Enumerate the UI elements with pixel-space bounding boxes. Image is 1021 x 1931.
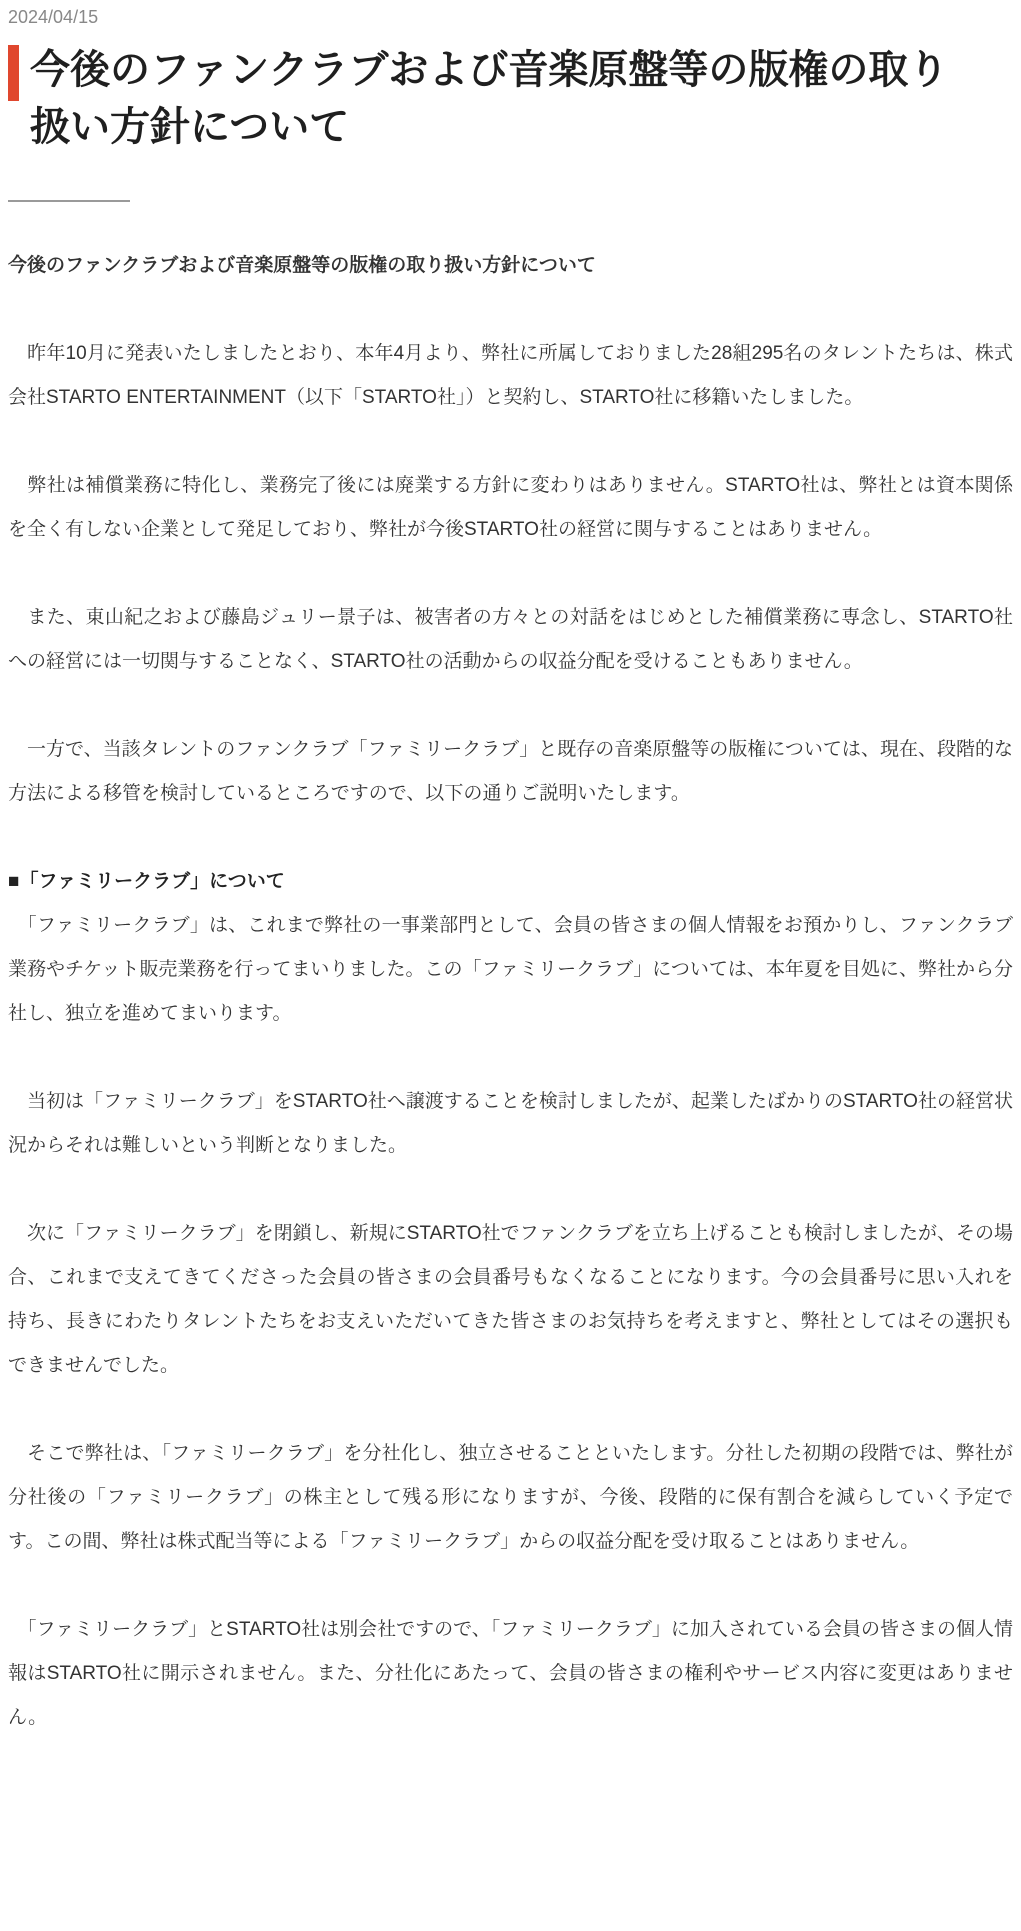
divider-line bbox=[8, 200, 130, 202]
page-title-text: 今後のファンクラブおよび音楽原盤等の版権の取り扱い方針について bbox=[30, 48, 949, 149]
intro-paragraph-1: 昨年10月に発表いたしましたとおり、本年4月より、弊社に所属しておりました28組295名のタレントたちは、株式会社STARTO ENTERTAINMENT（以下「STARTO社」）と契約し、STARTO社に移籍いたしました。 bbox=[8, 343, 1013, 408]
section-paragraph-5: 「ファミリークラブ」とSTARTO社は別会社ですので、「ファミリークラブ」に加入されている会員の皆さまの個人情報はSTARTO社に開示されません。また、分社化にあたって、会員の皆さまの権利やサービス内容に変更はありません。 bbox=[8, 1619, 1013, 1728]
intro-paragraph-4: 一方で、当該タレントのファンクラブ「ファミリークラブ」と既存の音楽原盤等の版権については、現在、段階的な方法による移管を検討しているところですので、以下の通りご説明いたします。 bbox=[8, 739, 1013, 804]
title-accent-bar bbox=[8, 45, 19, 101]
section-paragraph-3: 次に「ファミリークラブ」を閉鎖し、新規にSTARTO社でファンクラブを立ち上げることも検討しましたが、その場合、これまで支えてきてくださった会員の皆さまの会員番号もなくなることになります。今の会員番号に思い入れを持ち、長きにわたりタレントたちをお支えいただいてきた皆さまのお気持ちを考えますと、弊社としてはその選択もできませんでした。 bbox=[8, 1223, 1013, 1376]
intro-paragraph-2: 弊社は補償業務に特化し、業務完了後には廃業する方針に変わりはありません。STARTO社は、弊社とは資本関係を全く有しない企業として発足しており、弊社が今後STARTO社の経営に関与することはありません。 bbox=[8, 475, 1013, 540]
lead-title: 今後のファンクラブおよび音楽原盤等の版権の取り扱い方針について bbox=[8, 255, 596, 276]
intro-paragraph-3: また、東山紀之および藤島ジュリー景子は、被害者の方々との対話をはじめとした補償業務に専念し、STARTO社への経営には一切関与することなく、STARTO社の活動からの収益分配を受けることもありません。 bbox=[8, 607, 1013, 672]
section-paragraph-4: そこで弊社は、「ファミリークラブ」を分社化し、独立させることといたします。分社した初期の段階では、弊社が分社後の「ファミリークラブ」の株主として残る形になりますが、今後、段階的に保有割合を減らしていく予定です。この間、弊社は株式配当等による「ファミリークラブ」からの収益分配を受け取ることはありません。 bbox=[8, 1443, 1013, 1552]
page-title bbox=[8, 42, 968, 156]
section-paragraph-1: 「ファミリークラブ」は、これまで弊社の一事業部門として、会員の皆さまの個人情報をお預かりし、ファンクラブ業務やチケット販売業務を行ってまいりました。この「ファミリークラブ」については、本年夏を目処に、弊社から分社し、独立を進めてまいります。 bbox=[8, 915, 1013, 1024]
section-paragraph-2: 当初は「ファミリークラブ」をSTARTO社へ譲渡することを検討しましたが、起業したばかりのSTARTO社の経営状況からそれは難しいという判断となりました。 bbox=[8, 1091, 1013, 1156]
section-heading-family-club: ■「ファミリークラブ」について bbox=[8, 871, 285, 892]
publish-date: 2024/04/15 bbox=[8, 7, 99, 27]
